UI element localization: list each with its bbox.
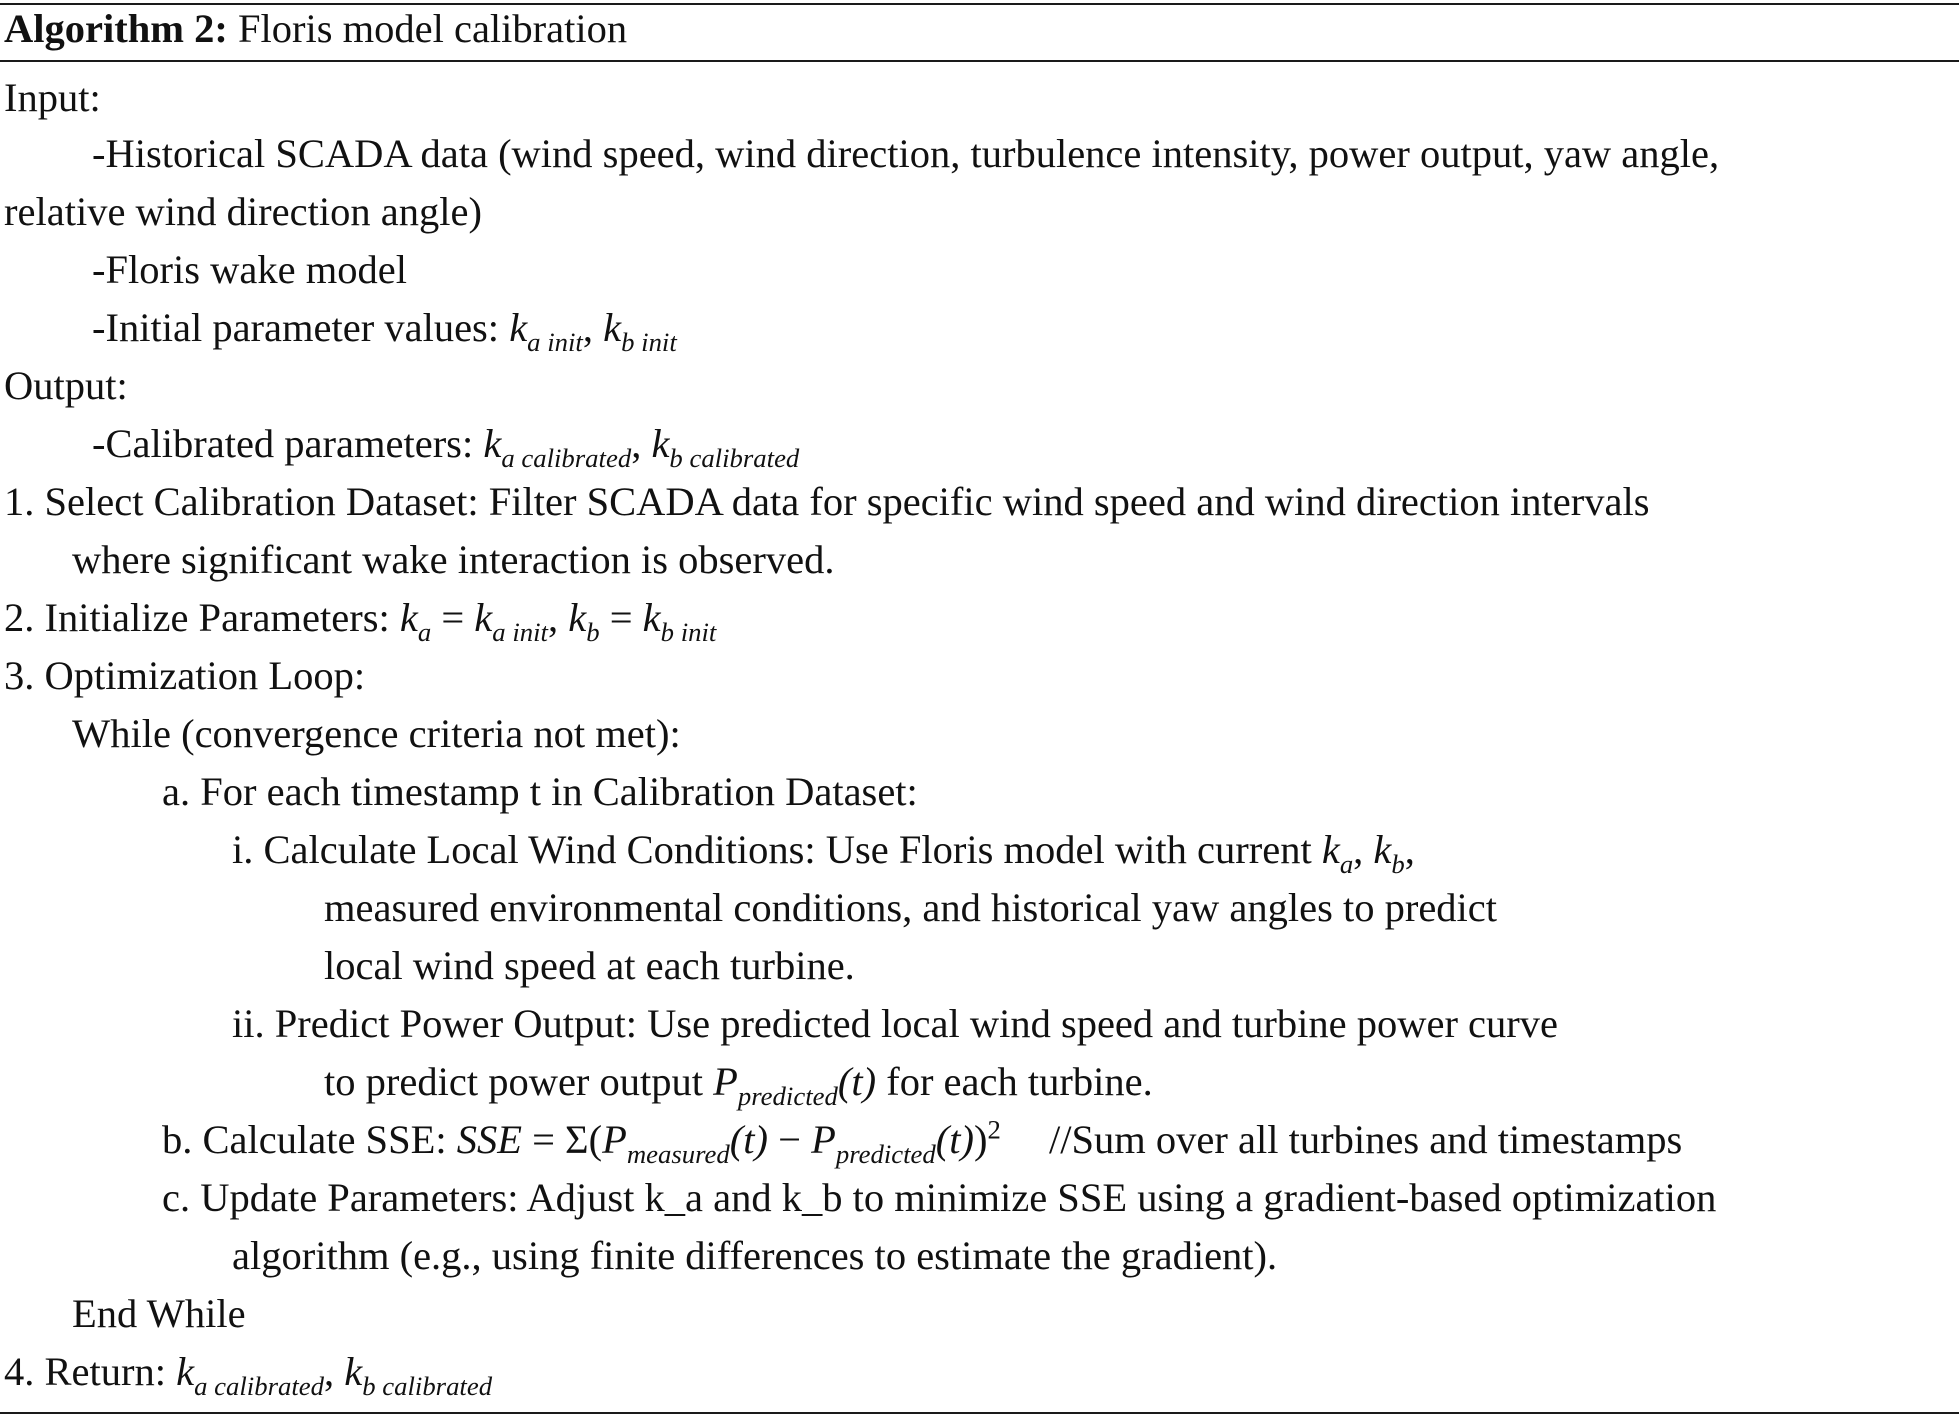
step-2 [4,589,716,647]
math-kb: $k_b$ [568,595,600,648]
math-p-predicted: $P_{predicted}$ [811,1117,936,1170]
math-close-paren: ) [974,1117,988,1162]
math-ka-init: $k_{a init}$ [474,595,548,648]
output-item-calibrated [92,415,799,473]
input-item-scada: -Historical SCADA data (wind speed, wind direction, turbulence intensity, power output, yaw angle, [92,131,1720,176]
math-comma: , [582,305,604,350]
input-item-scada-cont: relative wind direction angle) [4,189,482,234]
math-p-predicted: $P_{predicted}$ [713,1059,838,1112]
math-minus: − [768,1117,812,1162]
math-sigma: = Σ( [521,1117,603,1162]
step-b-comment: //Sum over all turbines and timestamps [1049,1117,1683,1162]
step-1-cont: where significant wake interaction is observed. [72,537,835,582]
math-p-measured: $P_{measured}$ [602,1117,730,1170]
step-c: c. Update Parameters: Adjust k_a and k_b to minimize SSE using a gradient-based optimization [162,1175,1717,1220]
input-item-wake-model: -Floris wake model [92,247,407,292]
step-1: 1. Select Calibration Dataset: Filter SCADA data for specific wind speed and wind direction intervals [4,479,1650,524]
bottom-rule [0,1412,1959,1414]
math-comma: , [1353,827,1374,872]
math-equals: = [599,595,643,640]
step-2-text: 2. Initialize Parameters: [4,595,400,640]
step-i: i. Calculate Local Wind Conditions: Use Floris model with current $k_a$, $k_b$, [232,827,1415,880]
math-ka: $k_a$ [1321,827,1354,880]
step-a: a. For each timestamp t in Calibration Dataset: [162,769,918,814]
step-4-text: 4. Return: [4,1349,177,1394]
math-ka-init: $k_{a init}$ [509,305,583,358]
header-rule [0,60,1959,62]
step-ii-cont-end: for each turbine. [876,1059,1153,1104]
algorithm-title: Floris model calibration [237,6,628,51]
step-ii-cont-text: to predict power output [324,1059,714,1104]
step-b [162,1111,1682,1169]
math-kb-init: $k_{b init}$ [642,595,717,648]
math-squared: 2 [987,1114,1001,1145]
math-t-arg: (t) [729,1117,769,1162]
step-3: 3. Optimization Loop: [4,653,366,698]
math-ka-calibrated: $k_{a calibrated}$ [176,1349,324,1402]
output-calibrated-text: -Calibrated parameters: [92,421,484,466]
step-i-text: i. Calculate Local Wind Conditions: Use Floris model with current [232,827,1322,872]
math-comma: , [631,421,652,466]
math-equals: = [431,595,475,640]
input-label: Input: [4,75,101,120]
math-ka-calibrated: $k_{a calibrated}$ [483,421,632,474]
math-kb-init: $k_{b init}$ [603,305,677,358]
input-initial-params-text: -Initial parameter values: [92,305,510,350]
end-while-line: End While [72,1291,246,1336]
math-kb-calibrated: $k_{b calibrated}$ [344,1349,493,1402]
step-b-text: b. Calculate SSE: [162,1117,457,1162]
step-i-cont-2: local wind speed at each turbine. [324,943,855,988]
math-comma: , [547,595,569,640]
step-i-cont-1: measured environmental conditions, and historical yaw angles to predict [324,885,1498,930]
math-comma: , [323,1349,345,1394]
math-ka: $k_a$ [399,595,432,648]
math-kb: $k_b$ [1373,827,1405,880]
math-kb-calibrated: $k_{b calibrated}$ [651,421,800,474]
step-4 [4,1343,492,1401]
math-t-arg: (t) [837,1059,877,1104]
output-label: Output: [4,363,128,408]
algorithm-header [4,0,627,58]
algorithm-label: Algorithm 2: [4,6,228,51]
math-t-arg: (t) [935,1117,975,1162]
while-line: While (convergence criteria not met): [72,711,681,756]
input-item-initial-params [92,299,677,357]
step-ii-cont [324,1053,1153,1111]
math-sse: SSE [456,1117,522,1162]
step-ii: ii. Predict Power Output: Use predicted local wind speed and turbine power curve [232,1001,1558,1046]
step-c-cont: algorithm (e.g., using finite differences to estimate the gradient). [232,1233,1278,1278]
